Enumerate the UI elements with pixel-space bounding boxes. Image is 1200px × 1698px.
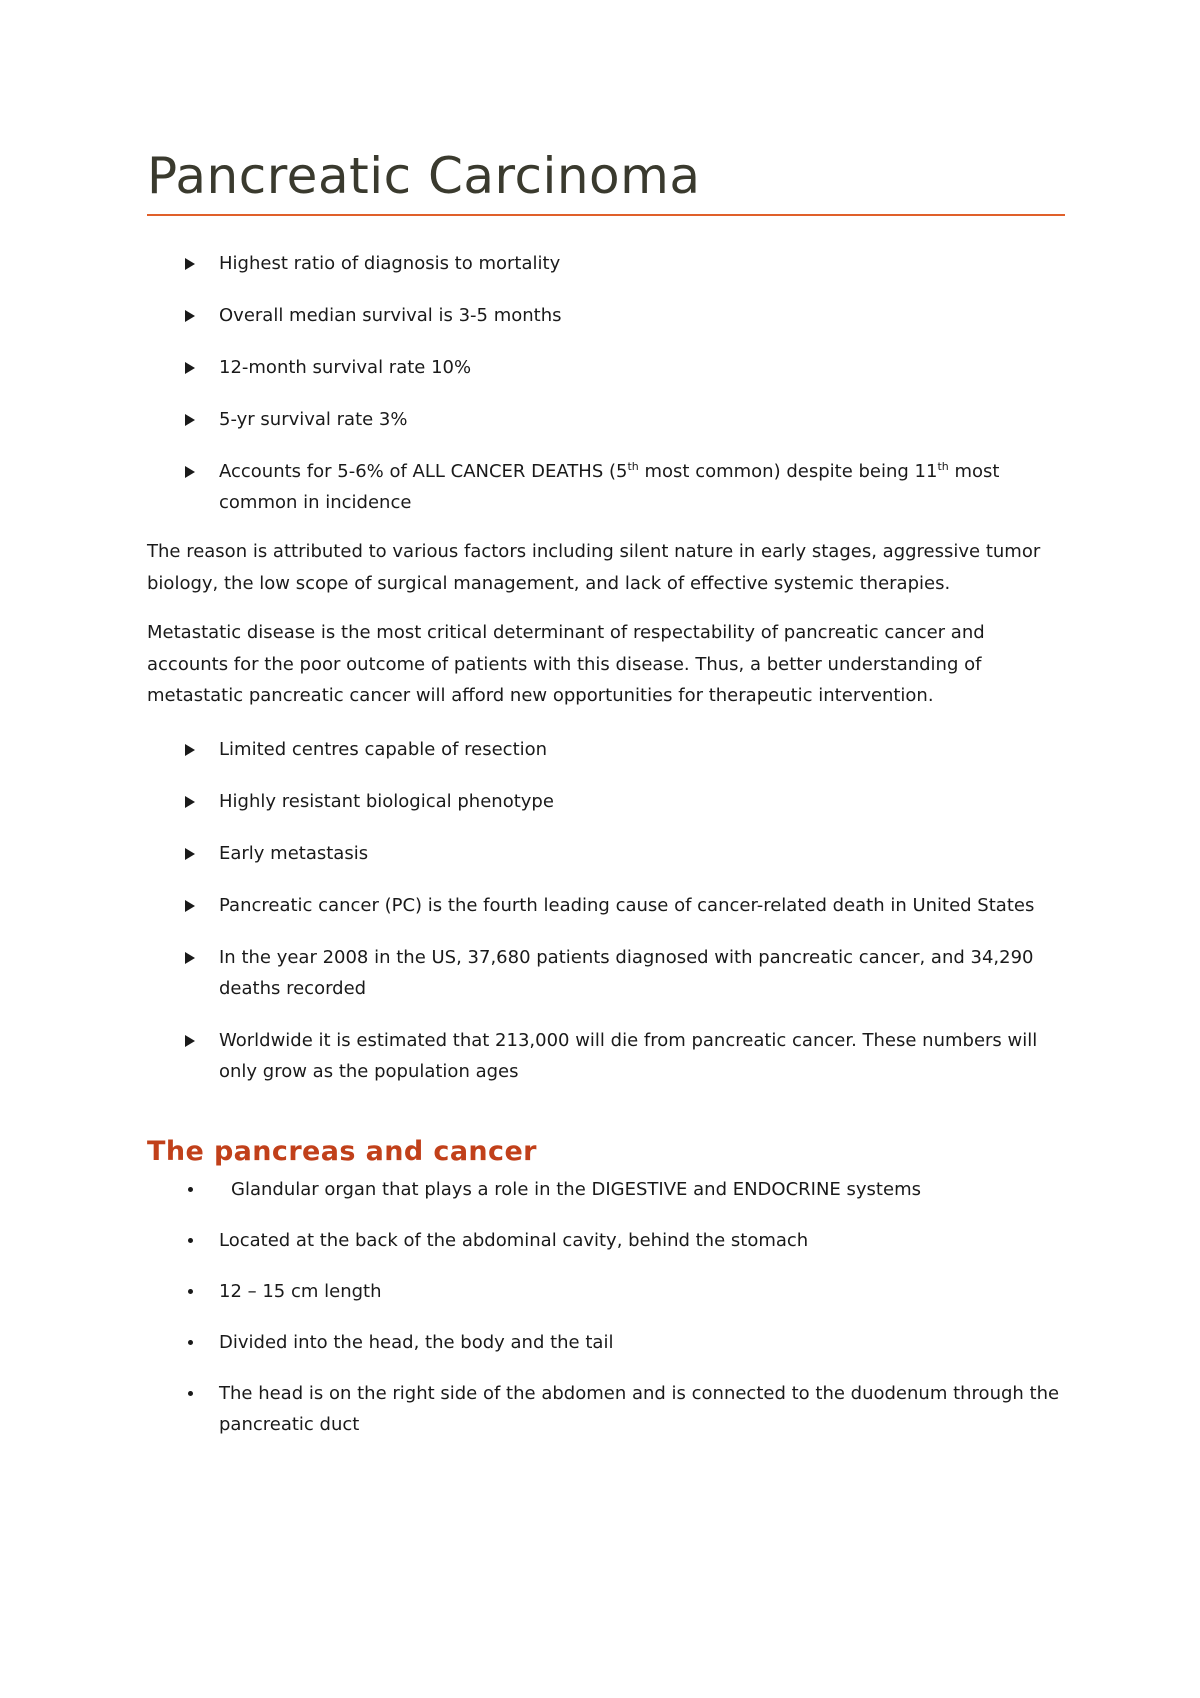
triangle-bullet-icon — [185, 796, 195, 808]
superscript-ordinal: th — [627, 460, 639, 473]
triangle-bullet-icon — [185, 310, 195, 322]
superscript-ordinal: th — [937, 460, 949, 473]
dot-bullet-icon — [188, 1340, 193, 1345]
list-item — [147, 890, 1065, 921]
triangle-bullet-icon — [185, 362, 195, 374]
deaths-text-part3: most common in incidence — [219, 461, 1000, 513]
list-item-text: Early metastasis — [219, 843, 369, 864]
title-underline — [147, 214, 1065, 216]
dot-bullet-icon — [188, 1238, 193, 1243]
paragraph-metastatic: Metastatic disease is the most critical determinant of respectability of pancreatic cancer and accounts for the poor outcome of patients with this disease. Thus, a better understanding of metastatic pancreatic cancer will afford new opportunities for therapeutic intervention. — [147, 622, 985, 706]
list-item-text: 12-month survival rate 10% — [219, 357, 472, 378]
list-item — [147, 300, 1065, 331]
triangle-bullet-icon — [185, 848, 195, 860]
list-item — [147, 1327, 1065, 1358]
list-item-text: 12 – 15 cm length — [219, 1281, 382, 1302]
list-item-cancer-deaths — [147, 456, 1065, 518]
triangle-bullet-icon — [185, 900, 195, 912]
list-item-text: Limited centres capable of resection — [219, 739, 548, 760]
triangle-bullet-icon — [185, 414, 195, 426]
list-item — [147, 404, 1065, 435]
pancreas-facts-list — [147, 1174, 1065, 1460]
list-item — [147, 734, 1065, 765]
paragraph-reason: The reason is attributed to various factors including silent nature in early stages, aggressive tumor biology, the low scope of surgical management, and lack of effective systemic therapies. — [147, 541, 1041, 594]
list-item — [147, 352, 1065, 383]
list-item — [147, 248, 1065, 279]
list-item-text: Pancreatic cancer (PC) is the fourth leading cause of cancer-related death in United States — [219, 895, 1035, 916]
list-item — [147, 942, 1065, 1004]
page-title: Pancreatic Carcinoma — [147, 147, 701, 205]
stats-list — [147, 248, 1065, 539]
section-heading: The pancreas and cancer — [147, 1136, 537, 1167]
list-item-text: Overall median survival is 3-5 months — [219, 305, 562, 326]
deaths-text-part2: most common) despite being 11 — [638, 461, 938, 482]
dot-bullet-icon — [188, 1391, 193, 1396]
triangle-bullet-icon — [185, 744, 195, 756]
dot-bullet-icon — [188, 1289, 193, 1294]
list-item-text: Glandular organ that plays a role in the DIGESTIVE and ENDOCRINE systems — [231, 1179, 921, 1200]
dot-bullet-icon — [188, 1187, 193, 1192]
list-item-text: 5-yr survival rate 3% — [219, 409, 408, 430]
list-item-text: Highly resistant biological phenotype — [219, 791, 554, 812]
list-item — [147, 786, 1065, 817]
list-item-text: Divided into the head, the body and the tail — [219, 1332, 614, 1353]
list-item-text: Worldwide it is estimated that 213,000 will die from pancreatic cancer. These numbers will only grow as the population ages — [219, 1030, 1038, 1082]
list-item-text: Located at the back of the abdominal cavity, behind the stomach — [219, 1230, 809, 1251]
list-item — [147, 1276, 1065, 1307]
list-item-text: In the year 2008 in the US, 37,680 patients diagnosed with pancreatic cancer, and 34,290 deaths recorded — [219, 947, 1034, 999]
list-item-text: The head is on the right side of the abdomen and is connected to the duodenum through the pancreatic duct — [219, 1383, 1060, 1435]
factors-list — [147, 734, 1065, 1108]
triangle-bullet-icon — [185, 466, 195, 478]
list-item — [147, 1025, 1065, 1087]
list-item — [147, 1378, 1065, 1440]
triangle-bullet-icon — [185, 952, 195, 964]
triangle-bullet-icon — [185, 1035, 195, 1047]
deaths-text-part1: Accounts for 5-6% of ALL CANCER DEATHS (5 — [219, 461, 628, 482]
list-item-text: Highest ratio of diagnosis to mortality — [219, 253, 561, 274]
list-item — [147, 1174, 1065, 1205]
list-item — [147, 1225, 1065, 1256]
triangle-bullet-icon — [185, 258, 195, 270]
list-item — [147, 838, 1065, 869]
